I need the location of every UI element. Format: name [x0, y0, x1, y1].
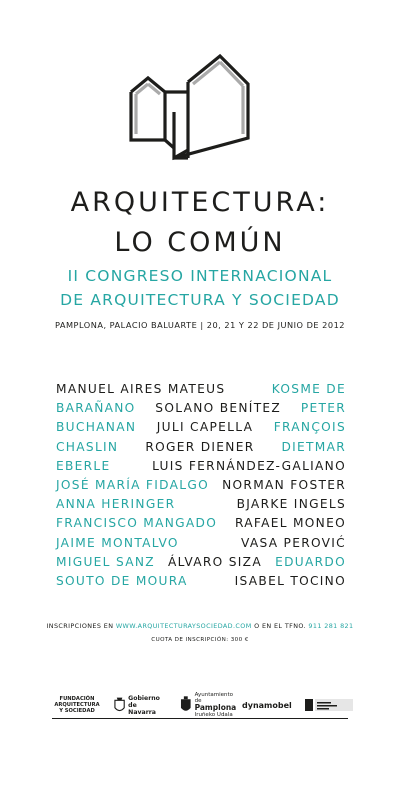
ministerio-emblem-icon [305, 698, 353, 712]
speaker-name: CHASLIN [56, 439, 119, 454]
speaker-name: DIETMAR [281, 439, 346, 454]
speaker-name: ÁLVARO SIZA [168, 554, 262, 569]
speaker-row [56, 572, 346, 591]
speaker-row [56, 457, 346, 476]
speakers-list [56, 380, 346, 591]
registration-phone: 911 281 821 [308, 622, 354, 630]
speaker-name: MANUEL AIRES MATEUS [56, 382, 226, 396]
pamplona-line-2: Pamplona [194, 703, 237, 712]
speaker-name: SOUTO DE MOURA [56, 573, 188, 588]
speaker-name: BARAÑANO [56, 401, 136, 416]
speaker-name: VASA PEROVIĆ [240, 535, 346, 550]
speaker-name: RAFAEL MONEO [234, 516, 346, 531]
speaker-name: NORMAN FOSTER [222, 477, 346, 492]
speaker-row [56, 553, 346, 572]
speaker-name: BUCHANAN [56, 420, 137, 435]
navarra-shield-icon [114, 696, 125, 714]
speaker-name: JOSÉ MARÍA FIDALGO [56, 477, 209, 492]
speaker-row [56, 438, 346, 457]
pamplona-line-3: Iruñeko Udala [194, 712, 233, 718]
registration-fee: CUOTA DE INSCRIPCIÓN: 300 € [151, 637, 249, 643]
ministerio-logo [305, 690, 355, 720]
title-line-1: ARQUITECTURA: [70, 187, 330, 218]
speaker-name: BJARKE INGELS [236, 497, 346, 512]
fundacion-line-1: FUNDACIÓN [59, 696, 95, 702]
fundacion-line-3: Y SOCIEDAD [59, 708, 95, 714]
speaker-row [56, 418, 346, 437]
speaker-row [56, 495, 346, 514]
pamplona-line-1: Ayuntamiento de [194, 692, 233, 704]
sponsors-divider [52, 718, 348, 719]
speaker-name: JULI CAPELLA [156, 420, 254, 435]
title-line-2: LO COMÚN [114, 227, 286, 258]
speaker-row [56, 514, 346, 533]
sponsors-bar [52, 690, 352, 720]
venue-date: PAMPLONA, PALACIO BALUARTE | 20, 21 Y 22 DE JUNIO DE 2012 [54, 320, 345, 330]
speaker-name: EDUARDO [275, 554, 346, 569]
subtitle-line-1: II CONGRESO INTERNACIONAL [67, 267, 333, 285]
fundacion-line-2: ARQUITECTURA [54, 702, 100, 708]
speaker-row [56, 476, 346, 495]
speaker-name: PETER [300, 401, 346, 416]
speaker-name: ROGER DIENER [145, 439, 255, 454]
registration-prefix: INSCRIPCIONES EN [46, 622, 114, 630]
speaker-row [56, 380, 346, 399]
speaker-name: SOLANO BENÍTEZ [155, 401, 282, 416]
speaker-name: KOSME DE [271, 382, 346, 396]
speaker-name: LUIS FERNÁNDEZ-GALIANO [152, 458, 346, 473]
fundacion-logo [52, 690, 102, 720]
speaker-name: EBERLE [56, 458, 111, 473]
registration-middle: O EN EL TFNO. [254, 622, 306, 630]
speaker-name: ANNA HERINGER [56, 497, 176, 512]
speaker-name: FRANÇOIS [273, 420, 346, 435]
pamplona-logo [180, 690, 240, 720]
registration-line [0, 622, 400, 630]
gobierno-line-1: Gobierno [128, 694, 160, 702]
speaker-name: FRANCISCO MANGADO [56, 516, 218, 531]
speaker-row [56, 399, 346, 418]
speaker-name: MIGUEL SANZ [56, 554, 155, 569]
subtitle-line-2: DE ARQUITECTURA Y SOCIEDAD [60, 291, 340, 309]
speaker-name: JAIME MONTALVO [56, 535, 179, 550]
gobierno-navarra-logo [114, 690, 164, 720]
pamplona-shield-icon [180, 696, 192, 714]
house-logo-icon [128, 52, 253, 162]
speaker-row [56, 534, 346, 553]
speaker-name: ISABEL TOCINO [234, 573, 346, 588]
gobierno-line-2: de Navarra [128, 701, 156, 716]
registration-url[interactable]: WWW.ARQUITECTURAYSOCIEDAD.COM [115, 622, 252, 630]
dynamobel-logo: dynamobel [242, 700, 292, 710]
